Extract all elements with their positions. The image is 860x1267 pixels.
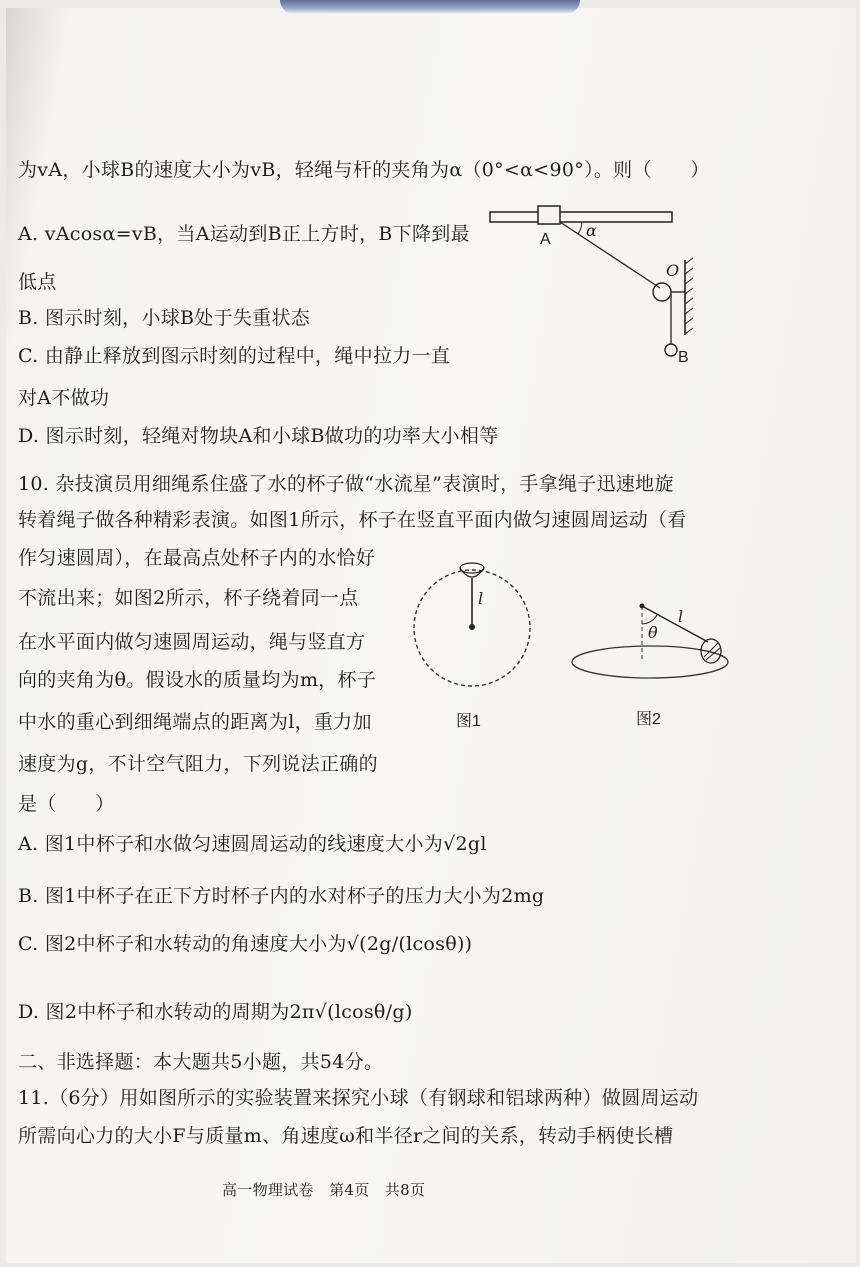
q10-stem-line4: 不流出来；如图2所示，杯子绕着同一点 xyxy=(18,587,359,609)
q10-stem-line7: 中水的重心到细绳端点的距离为l，重力加 xyxy=(18,711,372,733)
q11-line1: 11.（6分）用如图所示的实验装置来探究小球（有钢球和铝球两种）做圆周运动 xyxy=(18,1087,699,1109)
fig2-caption: 图2 xyxy=(636,711,661,728)
q9-option-c-line2: 对A不做功 xyxy=(18,387,110,409)
q9-option-b: B. 图示时刻，小球B处于失重状态 xyxy=(18,307,311,329)
q10-figure-1 xyxy=(410,550,540,740)
q9-option-a-line2: 低点 xyxy=(18,271,57,293)
cup-rim xyxy=(460,563,484,573)
q10-stem-line2: 转着绳子做各种精彩表演。如图1所示，杯子在竖直平面内做匀速圆周运动（看 xyxy=(18,509,687,531)
q10-stem-line6: 向的夹角为θ。假设水的质量均为m，杯子 xyxy=(18,669,377,691)
q10-figure-2 xyxy=(568,596,738,736)
q9-figure xyxy=(490,200,710,370)
q10-stem-line8: 速度为g，不计空气阻力，下列说法正确的 xyxy=(18,753,378,775)
rod xyxy=(490,212,672,222)
q10-option-d: D. 图2中杯子和水转动的周期为2π√(lcosθ/g) xyxy=(18,1001,413,1023)
q9-option-c-line1: C. 由静止释放到图示时刻的过程中，绳中拉力一直 xyxy=(18,345,451,367)
label-b: B xyxy=(678,349,689,366)
q9-option-d: D. 图示时刻，轻绳对物块A和小球B做功的功率大小相等 xyxy=(18,425,499,447)
wall-hatch xyxy=(685,258,693,334)
label-o: O xyxy=(666,261,680,280)
fig1-caption: 图1 xyxy=(456,713,481,730)
label-alpha: α xyxy=(586,221,597,240)
label-theta: θ xyxy=(648,623,658,642)
label-a: A xyxy=(540,231,551,248)
label-l: l xyxy=(678,607,684,626)
horizontal-circle-path xyxy=(572,646,728,678)
ball-b xyxy=(665,344,677,356)
pivot xyxy=(640,604,645,609)
q10-option-a: A. 图1中杯子和水做匀速圆周运动的线速度大小为√2gl xyxy=(18,833,487,855)
q10-stem-line1: 10. 杂技演员用细绳系住盛了水的杯子做“水流星”表演时，手拿绳子迅速地旋 xyxy=(18,473,674,495)
q11-line2: 所需向心力的大小F与质量m、角速度ω和半径r之间的关系，转动手柄使长槽 xyxy=(18,1125,674,1147)
q10-stem-line3: 作匀速圆周），在最高点处杯子内的水恰好 xyxy=(18,547,376,569)
q9-option-a-line1: A. vAcosα=vB，当A运动到B正上方时，B下降到最 xyxy=(18,223,470,245)
pulley xyxy=(653,283,671,301)
q10-option-c: C. 图2中杯子和水转动的角速度大小为√(2g/(lcosθ)) xyxy=(18,933,473,955)
rope-segment xyxy=(560,222,660,288)
q10-option-b: B. 图1中杯子在正下方时杯子内的水对杯子的压力大小为2mg xyxy=(18,885,545,907)
label-l: l xyxy=(478,589,484,608)
page-footer: 高一物理试卷 第4页 共8页 xyxy=(222,1181,426,1199)
center-point xyxy=(469,624,475,630)
angle-arc xyxy=(578,222,582,234)
q10-stem-line5: 在水平面内做匀速圆周运动，绳与竖直方 xyxy=(18,631,366,653)
block-a xyxy=(538,206,560,224)
page-edge-shadow xyxy=(280,0,580,14)
section-heading: 二、非选择题：本大题共5小题，共54分。 xyxy=(18,1051,384,1073)
q9-intro: 为vA，小球B的速度大小为vB，轻绳与杆的夹角为α（0°<α<90°）。则（ ） xyxy=(18,159,710,181)
q10-stem-line9: 是（ ） xyxy=(18,793,115,815)
